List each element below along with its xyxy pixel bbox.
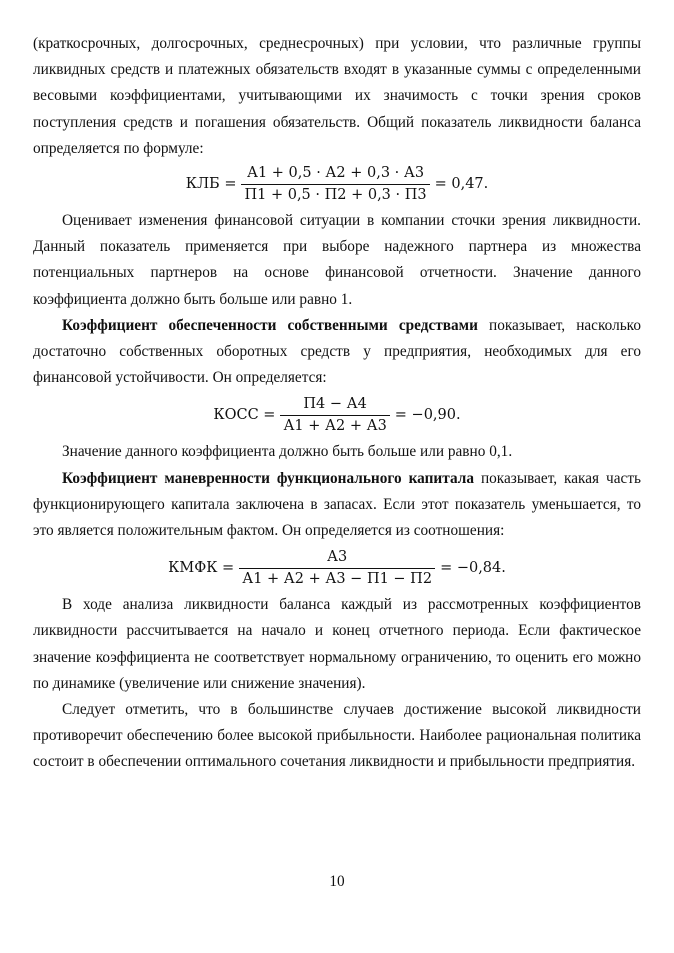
paragraph-koss-text: показывает, насколько достаточно собственных оборотных средств у предприятия, необходимых для его финансовой устойчивости. Он определяется: xyxy=(33,316,641,387)
paragraph-conclusion: Следует отметить, что в большинстве случаев достижение высокой ликвидности противоречит обеспечению более высокой прибыльности. Наиболее рациональная политика состоит в обеспечении оптимального сочетания ликвидности и прибыльности предприятия. xyxy=(33,701,641,771)
fraction xyxy=(239,548,435,589)
term-koss: Коэффициент обеспеченности собственными средствами xyxy=(62,316,478,334)
paragraph-liquidity-intro: (краткосрочных, долгосрочных, среднесрочных) при условии, что различные группы ликвидных средств и платежных обязательств входят в указанные суммы с определенными весовыми коэффициентами, учитывающими их значимость с точки зрения сроков поступления средств и погашения обязательств. Общий показатель ликвидности баланса определяется по формуле: xyxy=(33,35,641,157)
formula-result: = 0,47. xyxy=(434,175,489,192)
paragraph-koss-definition xyxy=(33,313,641,392)
formula-kmfk xyxy=(33,544,641,592)
paragraph-klb-description: Оценивает изменения финансовой ситуации в компании сточки зрения ликвидности. Данный показатель применяется при выборе надежного партнера из множества потенциальных партнеров на основе финансовой отчетности. Значение данного коэффициента должно быть больше или равно 1. xyxy=(33,212,641,308)
denominator: А1 + А2 + А3 − П1 − П2 xyxy=(239,568,435,589)
formula-result: = −0,84. xyxy=(440,560,506,577)
numerator: А1 + 0,5 · А2 + 0,3 · А3 xyxy=(246,164,425,181)
denominator: П1 + 0,5 · П2 + 0,3 · П3 xyxy=(241,184,429,205)
denominator: А1 + А2 + А3 xyxy=(280,415,389,436)
formula-result: = −0,90. xyxy=(394,407,461,424)
document-page xyxy=(33,31,641,776)
page-number: 10 xyxy=(329,873,345,890)
formula-klb xyxy=(33,160,641,208)
numerator: П4 − А4 xyxy=(303,395,367,412)
fraction xyxy=(241,164,429,205)
paragraph-kmfk-text: показывает, какая часть функционирующего капитала заключена в запасах. Если этот показатель уменьшается, то это является положительным фактом. Он определяется из соотношения: xyxy=(33,469,641,540)
formula-lhs: КОСС = xyxy=(213,407,276,424)
paragraph-kmfk-definition xyxy=(33,466,641,545)
paragraph-koss-norm: Значение данного коэффициента должно быть больше или равно 0,1. xyxy=(62,443,513,461)
numerator: А3 xyxy=(327,548,348,565)
formula-lhs: КЛБ = xyxy=(185,175,237,192)
paragraph-analysis: В ходе анализа ликвидности баланса каждый из рассмотренных коэффициентов ликвидности рассчитывается на начало и конец отчетного периода. Если фактическое значение коэффициента не соответствует нормальному ограничению, то оценить его можно по динамике (увеличение или снижение значения). xyxy=(33,596,641,692)
formula-lhs: КМФК = xyxy=(168,560,235,577)
term-kmfk: Коэффициент маневренности функционального капитала xyxy=(62,469,474,487)
formula-koss xyxy=(33,391,641,439)
fraction xyxy=(280,395,389,436)
